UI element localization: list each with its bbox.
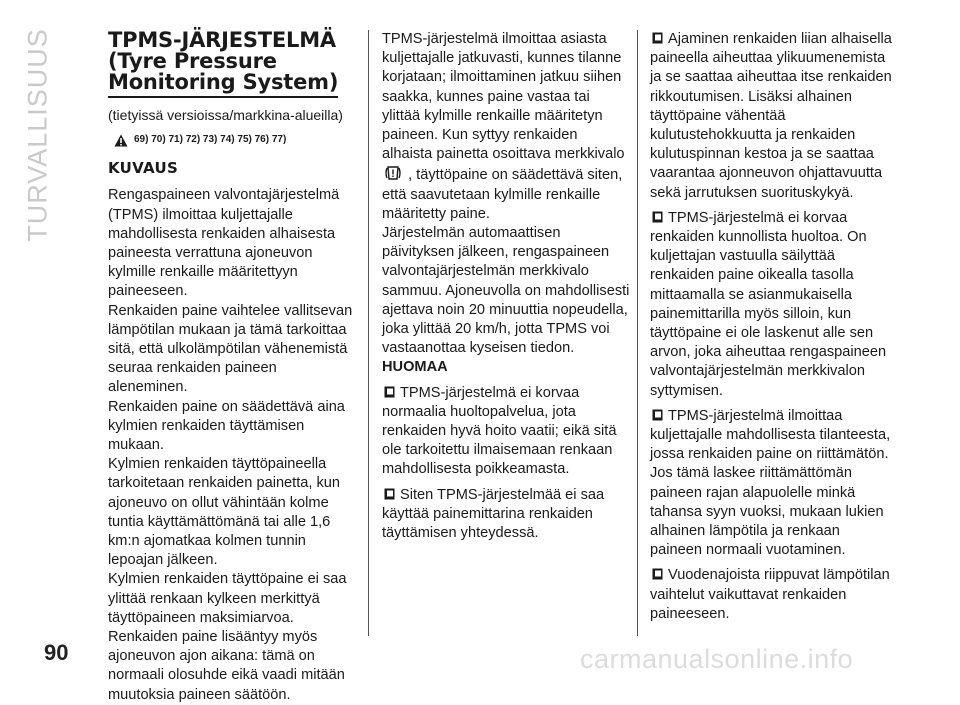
subtitle: (tietyissä versioissa/markkina-alueilla) — [108, 107, 343, 123]
title-line: (Tyre Pressure — [108, 49, 277, 73]
column-3 — [650, 30, 894, 624]
note-text: Siten TPMS-järjestelmää ei saa käyttää painemittarina renkaiden täyttämisen yhteydessä. — [382, 486, 605, 542]
book-icon — [384, 386, 395, 398]
note-item — [650, 566, 894, 624]
paragraph: Järjestelmän automaattisen päivityksen jälkeen, rengaspaineen valvontajärjestelmän merkkivalo sammuu. Ajoneuvolla on mahdollisesti ajettava noin 20 minuuttia nopeudella, joka ylittää 20 km/h, jotta TPMS voi vastaanottaa kyseisen tiedon. — [382, 225, 630, 357]
column-divider — [368, 30, 369, 636]
book-icon — [652, 211, 663, 223]
book-icon — [652, 568, 663, 580]
paragraph: Kylmien renkaiden täyttöpaineella tarkoitetaan renkaiden painetta, kun ajoneuvo on ollut vähintään kolme tuntia käyttämättömänä tai alle 1,6 km:n ajomatkaa kolmen tunnin lepoajan jälkeen. — [108, 456, 341, 569]
paragraph-text: TPMS-järjestelmä ilmoittaa asiasta kuljettajalle jatkuvasti, kunnes tilanne korjataan; ilmoittaminen jatkuu siihen saakka, kunnes paine vastaa tai ylittää kylmille renkaille määritetyn paineen. Kun syttyy renkaiden alhaista painetta osoittava merkkivalo — [382, 31, 625, 163]
paragraph: Kylmien renkaiden täyttöpaine ei saa ylittää renkaan kylkeen merkittyä täyttöpaineen maksimiarvoa. — [108, 571, 347, 626]
note-text: TPMS-järjestelmä ilmoittaa kuljettajalle mahdollisesta tilanteesta, jossa renkaiden paine on riittämätön. Jos tämä laskee riittämättömän paineen rajan alapuolelle minkä tahansa syyn vuoksi, mukaan lukien alhainen lämpötila ja renkaan paineen normaali vuotaminen. — [650, 407, 891, 559]
paragraph: Rengaspaineen valvontajärjestelmä (TPMS) ilmoittaa kuljettajalle mahdollisesta renkaiden alhaisesta paineesta verrattuna ajoneuvon kylmille renkaille määritettyyn paineeseen. — [108, 187, 340, 300]
paragraph: Renkaiden paine lisääntyy myös ajoneuvon ajon aikana: tämä on normaali olosuhde eikä vaadi mitään muutoksia paineen säätöön. — [108, 629, 345, 703]
warning-references — [108, 133, 360, 147]
book-icon — [652, 409, 663, 421]
paragraph — [382, 30, 630, 224]
note-text: Vuodenajoista riippuvat lämpötilan vaihtelut vaikuttavat renkaiden paineeseen. — [650, 567, 890, 622]
note-heading: HUOMAA — [382, 359, 448, 376]
note-item — [650, 407, 894, 561]
paragraph: Renkaiden paine vaihtelee vallitsevan lämpötilan mukaan ja tämä tarkoittaa sitä, että ulkolämpötilan vähenemistä seuraa renkaiden paineen aleneminen. — [108, 302, 353, 396]
page-number: 90 — [44, 640, 69, 665]
paragraph-text: , täyttöpaine on säädettävä siten, että saavutetaan kylmille renkaille määritetty paine. — [382, 167, 623, 222]
column-2 — [382, 30, 630, 543]
section-heading: KUVAUS — [108, 159, 179, 178]
note-text: Ajaminen renkaiden liian alhaisella paineella aiheuttaa ylikuumenemista ja se saattaa aiheuttaa itse renkaiden rikkoutumisen. Lisäksi alhainen täyttöpaine vähentää kulutustehokkuutta ja renkaiden kulutuspinnan kestoa ja se saattaa vaarantaa ajonneuvon ohjattavuutta sekä jarrutuksen suorituskykyä. — [650, 31, 892, 201]
warning-triangle-icon — [114, 134, 128, 147]
note-text: TPMS-järjestelmä ei korvaa renkaiden kunnollista huoltoa. On kuljettajan vastuulla säilyttää renkaiden paine oikealla tasolla mittaamalla se asianmukaisella painemittarilla myös silloin, kun täyttöpaine ei ole laskenut alle sen arvon, joka aiheuttaa rengaspaineen valvontajärjestelmän merkkivalon syttymisen. — [650, 209, 887, 399]
book-icon — [384, 488, 395, 500]
note-text: TPMS-järjestelmä ei korvaa normaalia huoltopalvelua, jota renkaiden hyvä hoito vaatii; eikä sitä ole tarkoitettu ilmaisemaan renkaan mahdollisesta poikkeamasta. — [382, 384, 617, 478]
column-1 — [108, 30, 360, 705]
note-item — [382, 384, 630, 480]
note-item — [382, 486, 630, 544]
section-sidebar-text: TURVALLISUUS — [22, 28, 53, 242]
reference-numbers: 69) 70) 71) 72) 73) 74) 75) 76) 77) — [134, 134, 287, 146]
tpms-warning-lamp-icon — [384, 164, 402, 182]
note-item — [650, 209, 894, 401]
title-line: Monitoring System) — [108, 70, 339, 94]
watermark-text: carmanualsonline.info — [580, 644, 854, 674]
column-divider — [637, 30, 638, 636]
note-item — [650, 30, 894, 203]
section-sidebar-label — [8, 30, 68, 240]
title-line: TPMS-JÄRJESTELMÄ — [108, 28, 336, 52]
page-title — [108, 30, 338, 98]
paragraph: Renkaiden paine on säädettävä aina kylmien renkaiden täyttämisen mukaan. — [108, 398, 345, 454]
book-icon — [652, 32, 663, 44]
